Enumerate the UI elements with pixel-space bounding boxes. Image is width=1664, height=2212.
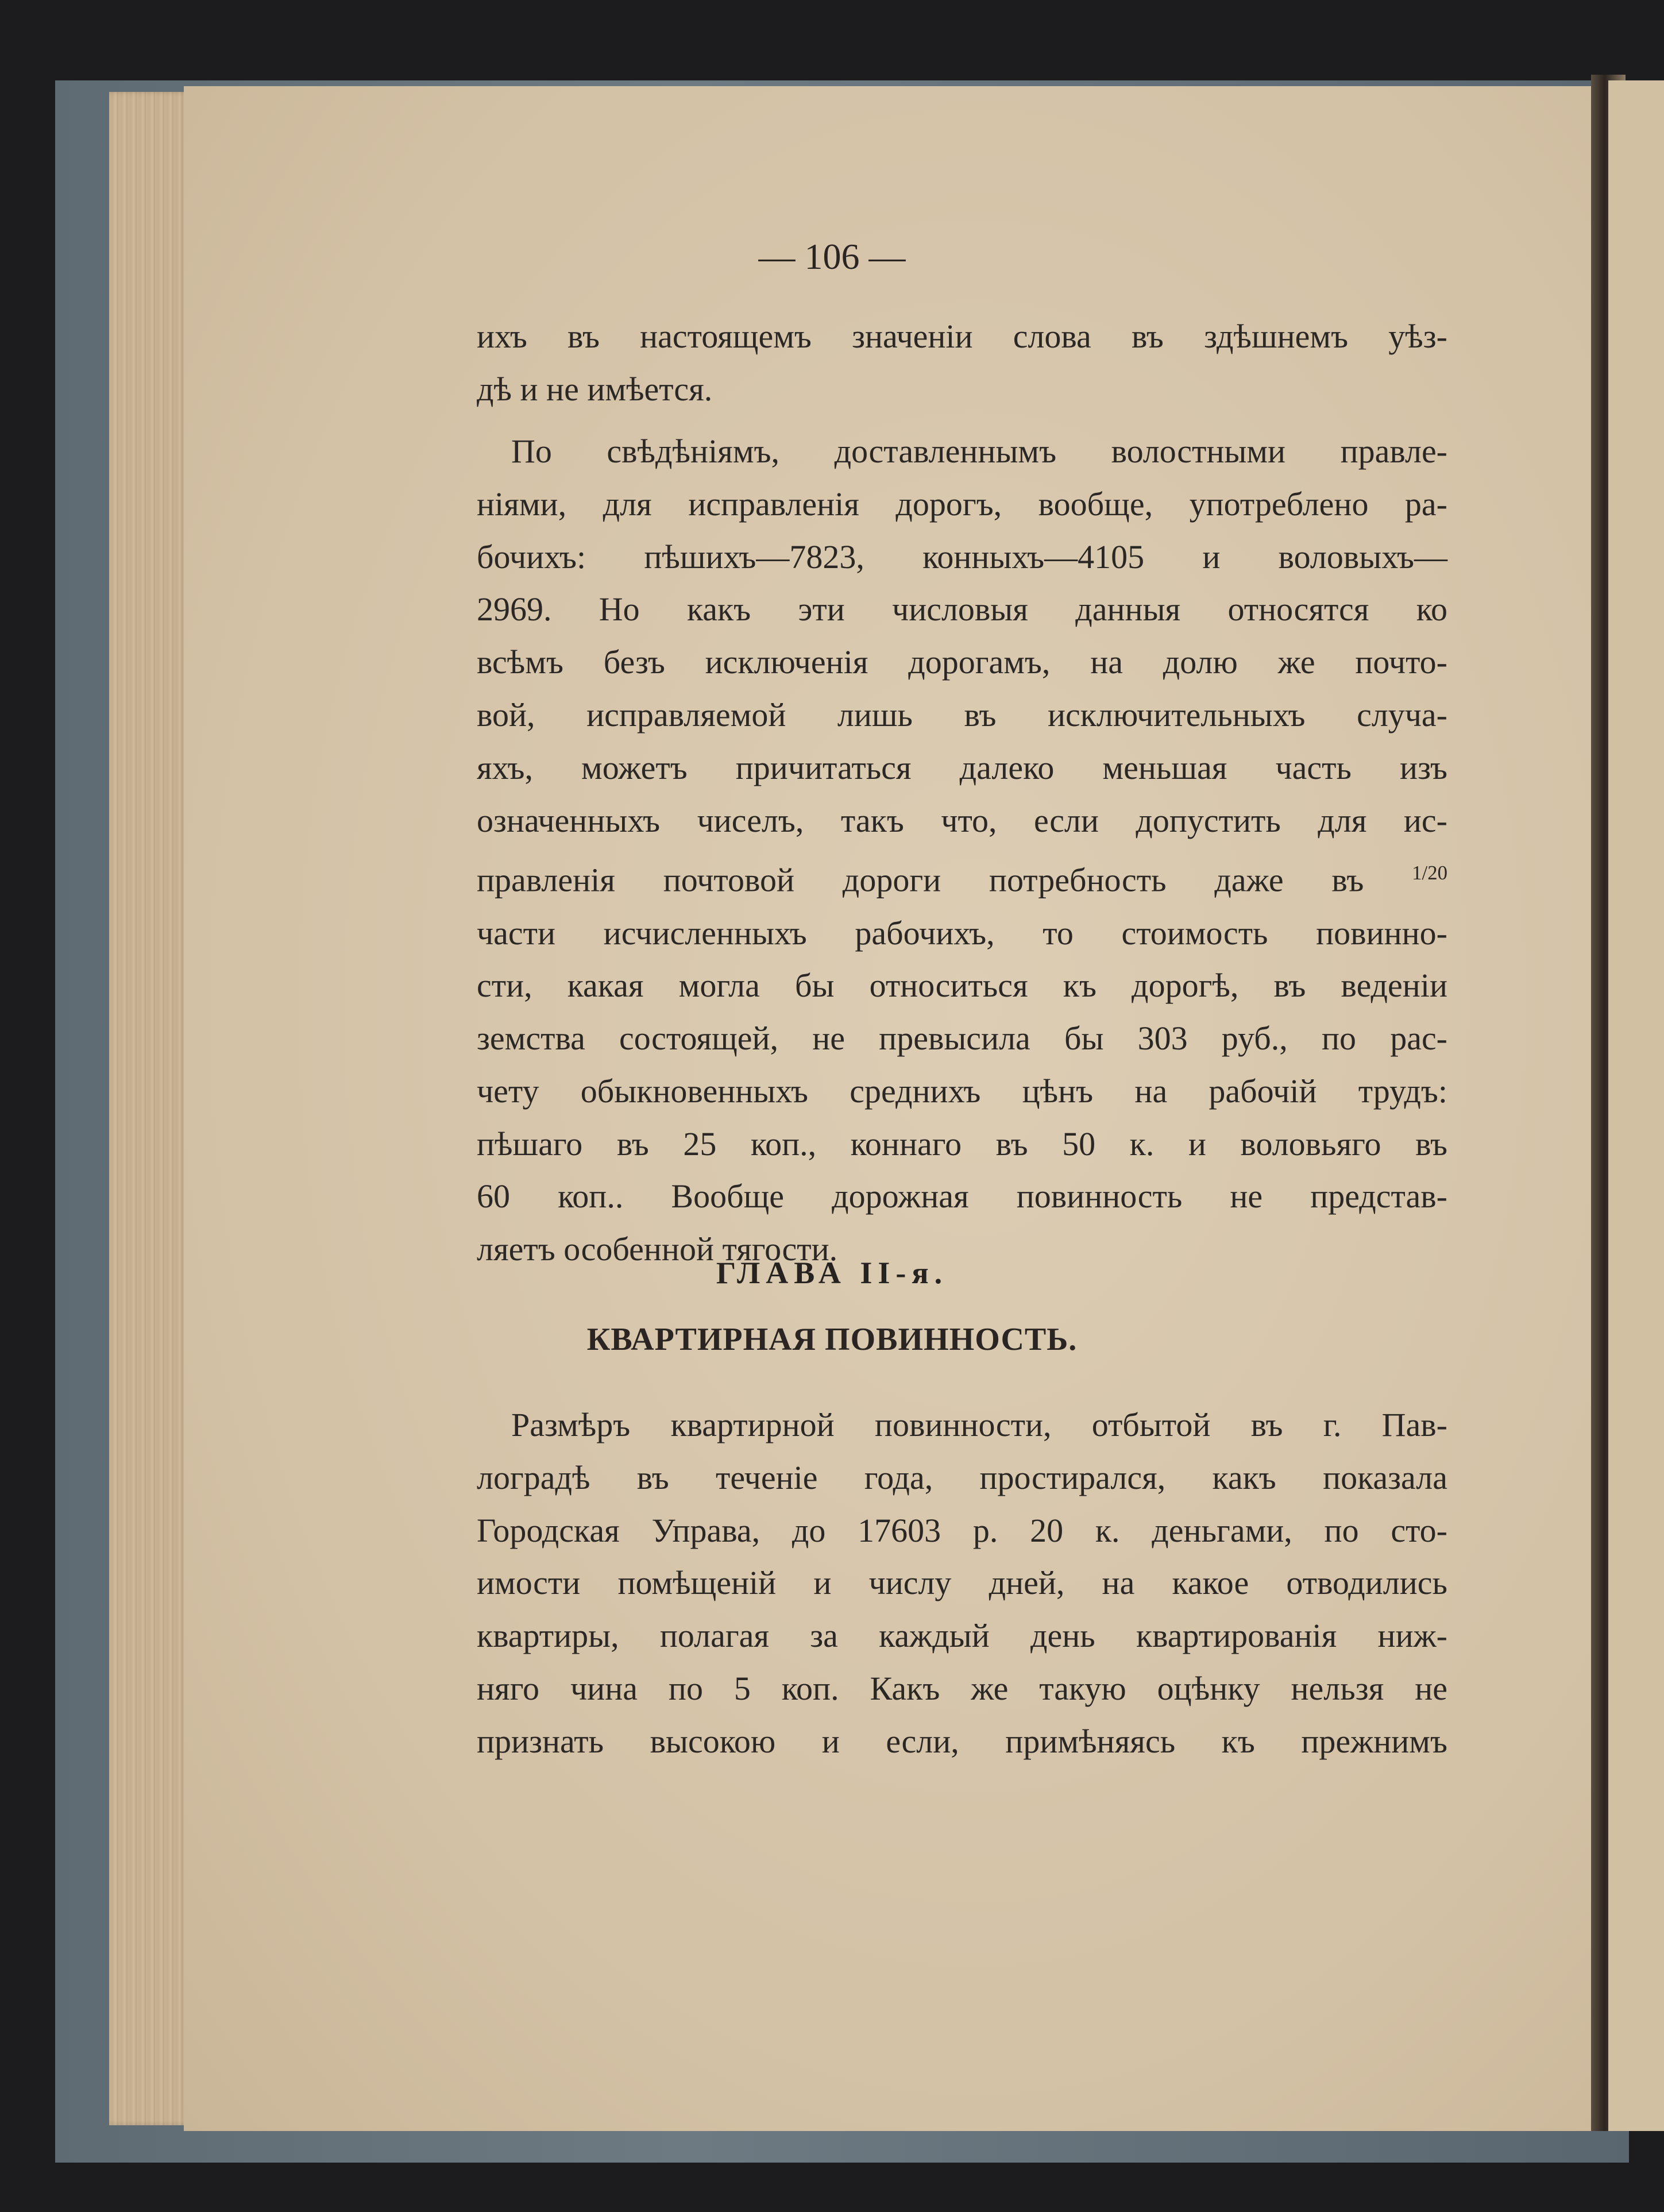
text-line: признать высокою и если, примѣняясь къ прежнимъ (477, 1722, 1447, 1760)
text-line: ихъ въ настоящемъ значеніи слова въ здѣшнемъ уѣз- (477, 318, 1447, 355)
text-line: 60 коп.. Вообще дорожная повинность не представ- (477, 1178, 1447, 1215)
page-edges (109, 92, 190, 2125)
text-line: всѣмъ безъ исключенія дорогамъ, на долю же почто- (477, 643, 1447, 681)
text-fragment: правленія почтовой дороги потребность даже въ (477, 861, 1412, 899)
text-line: ніями, для исправленія дорогъ, вообще, употреблено ра- (477, 485, 1447, 523)
text-line: вой, исправляемой лишь въ исключительныхъ случа- (477, 696, 1447, 734)
text-line: ляетъ особенной тягости. (477, 1230, 838, 1268)
text-line: яхъ, можетъ причитаться далеко меньшая часть изъ (477, 748, 1447, 786)
text-line: квартиры, полагая за каждый день квартированія ниж- (477, 1617, 1447, 1655)
paragraph-3 (477, 1399, 1447, 1768)
text-line: земства состоящей, не превысила бы 303 руб., по рас- (477, 1020, 1447, 1057)
text-line: лоградѣ въ теченіе года, простирался, какъ показала (477, 1458, 1447, 1496)
facing-page-edge (1608, 80, 1664, 2131)
paragraph-1 (477, 310, 1447, 416)
text-line (477, 847, 1447, 906)
text-line: Размѣръ квартирной повинности, отбытой въ г. Пав- (511, 1406, 1447, 1443)
text-line: бочихъ: пѣшихъ—7823, конныхъ—4105 и воловыхъ— (477, 538, 1447, 576)
text-line: 2969. Но какъ эти числовыя данныя относятся ко (477, 590, 1447, 628)
text-line: означенныхъ чиселъ, такъ что, если допустить для ис- (477, 801, 1447, 839)
text-line: части исчисленныхъ рабочихъ, то стоимость повинно- (477, 914, 1447, 952)
text-line: По свѣдѣніямъ, доставленнымъ волостными правле- (511, 433, 1447, 470)
text-line: пѣшаго въ 25 коп., коннаго въ 50 к. и воловьяго въ (477, 1125, 1447, 1163)
section-heading: КВАРТИРНАЯ ПОВИННОСТЬ. (586, 1322, 1078, 1357)
text-line: дѣ и не имѣется. (477, 370, 713, 408)
paragraph-2 (477, 425, 1447, 1276)
text-line: сти, какая могла бы относиться къ дорогѣ, въ веденіи (477, 967, 1447, 1005)
text-line: чету обыкновенныхъ среднихъ цѣнъ на рабочій трудъ: (477, 1072, 1447, 1110)
text-line: няго чина по 5 коп. Какъ же такую оцѣнку нельзя не (477, 1669, 1447, 1707)
chapter-heading: ГЛАВА II-я. (716, 1256, 948, 1290)
text-line: Городская Управа, до 17603 р. 20 к. деньгами, по сто- (477, 1511, 1447, 1549)
fraction: 1/20 (1412, 862, 1447, 885)
page-number: — 106 — (758, 236, 906, 277)
text-line: имости помѣщеній и числу дней, на какое отводились (477, 1564, 1447, 1602)
